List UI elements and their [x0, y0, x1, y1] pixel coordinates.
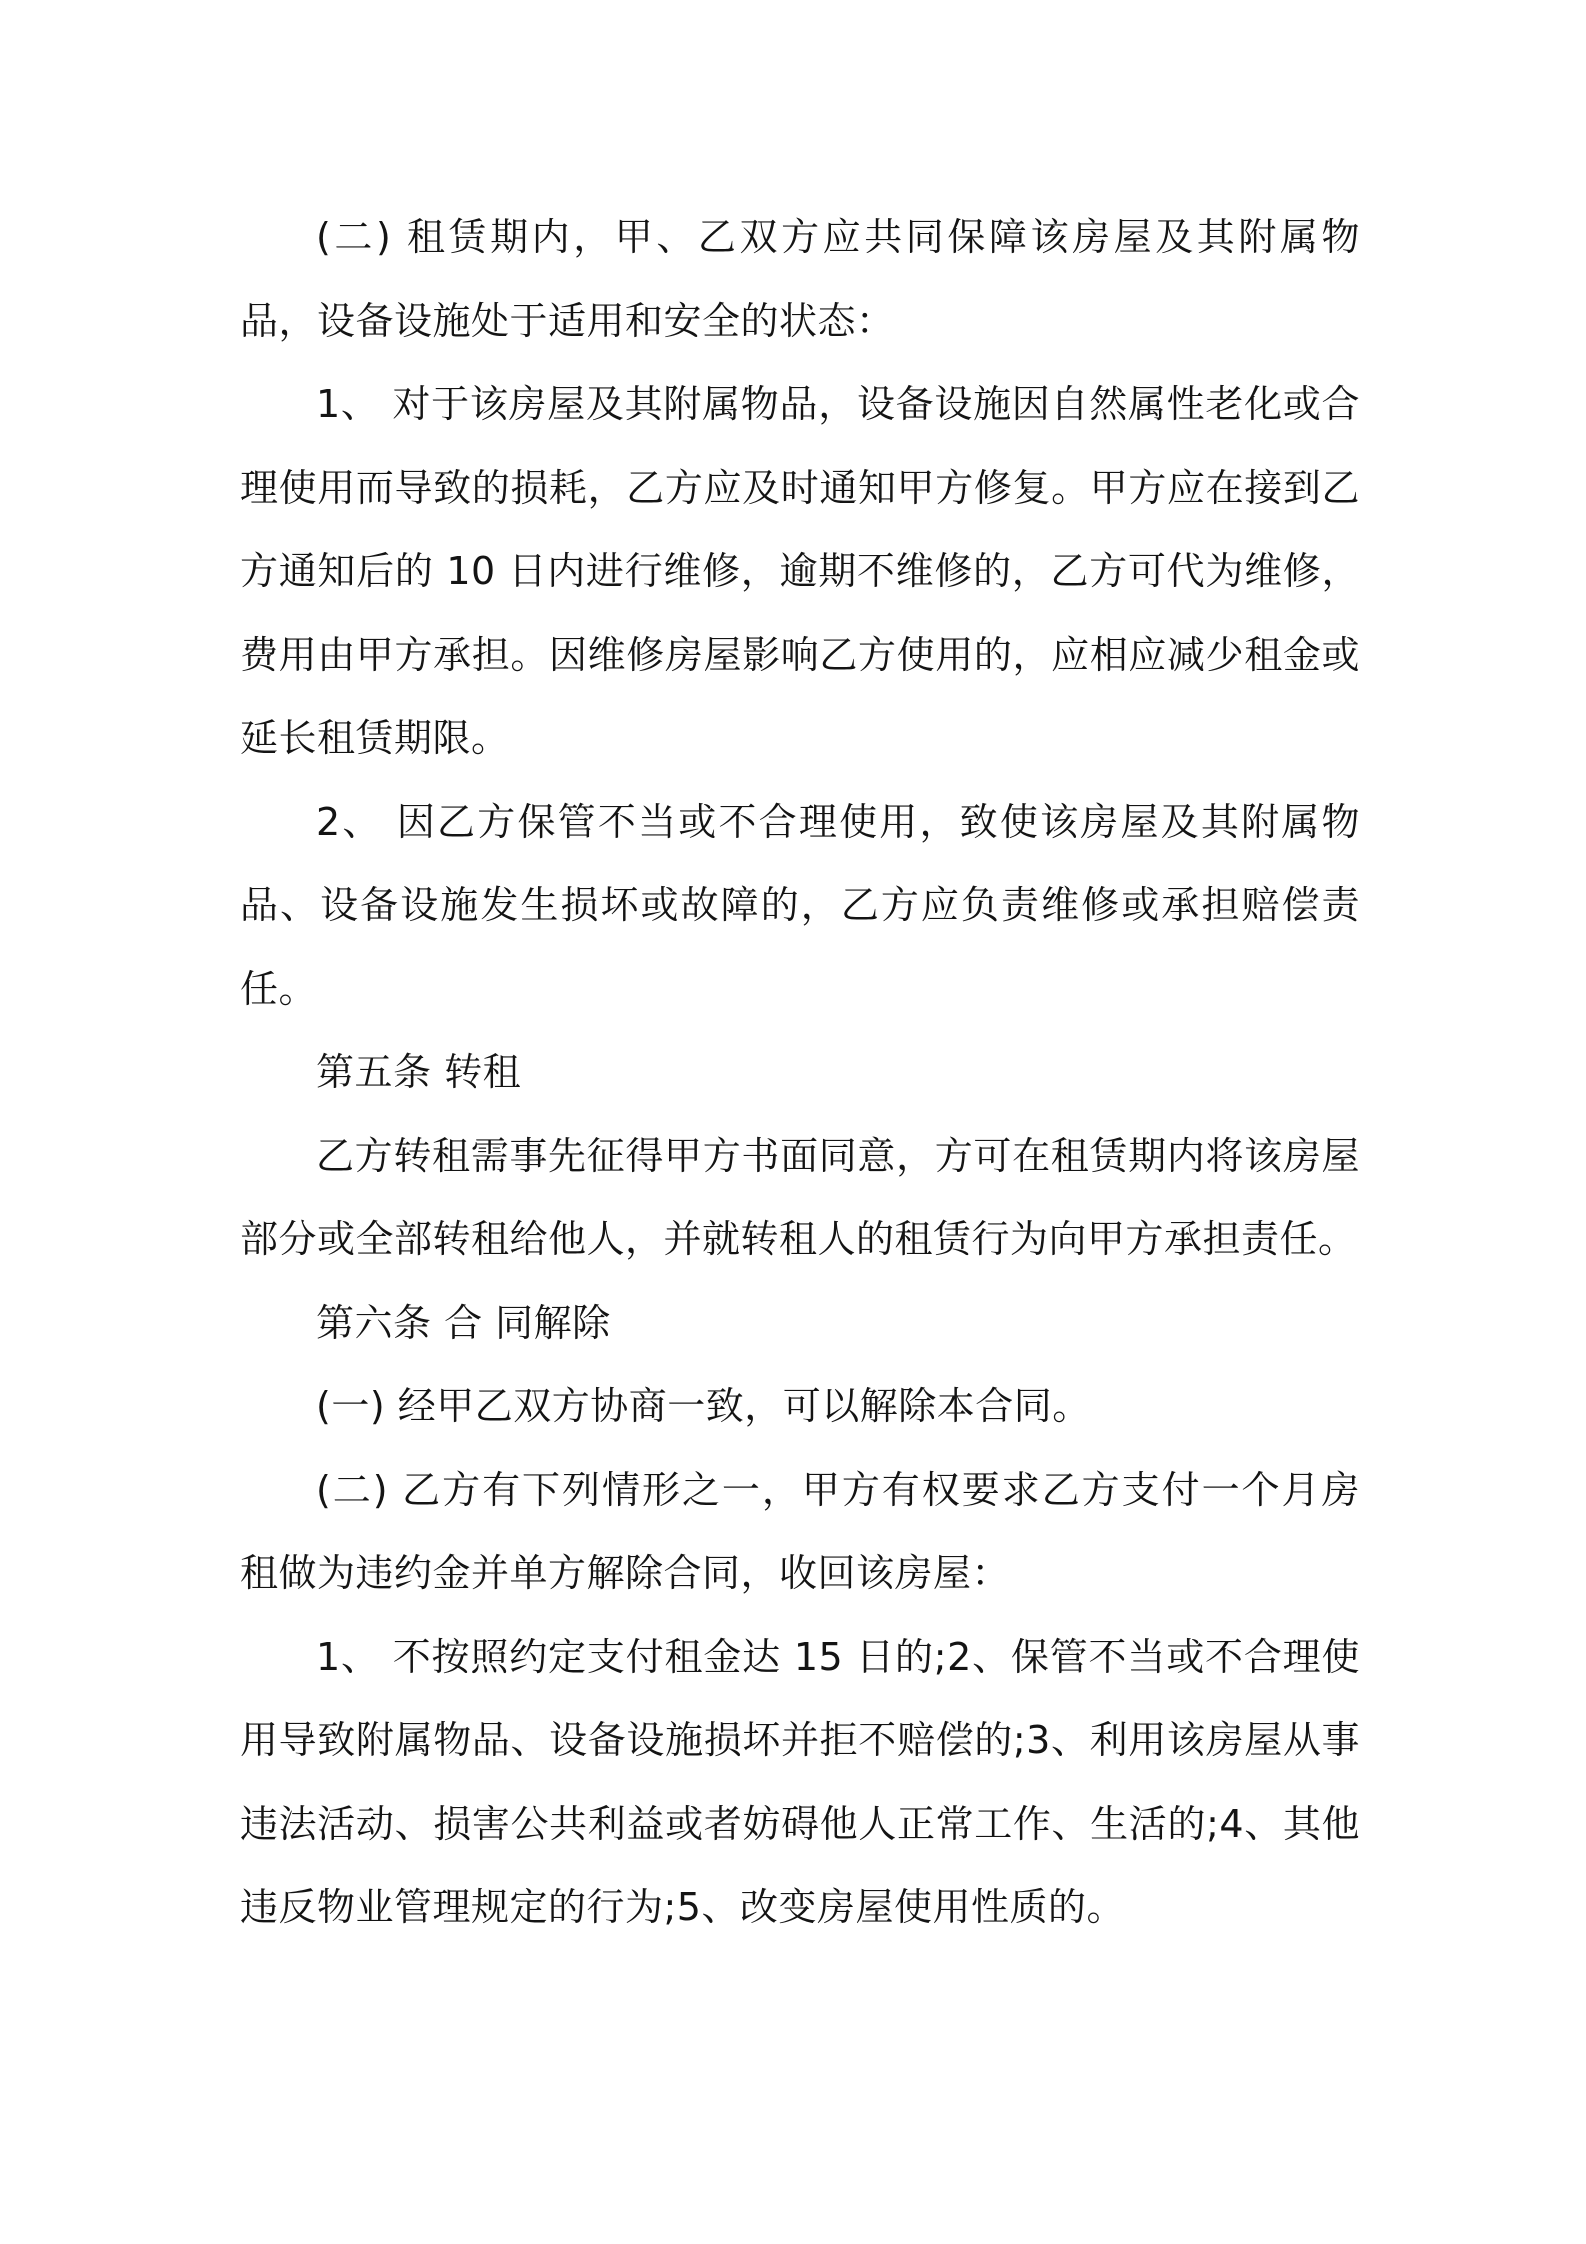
- section-heading-termination: 第六条 合 同解除: [316, 1300, 611, 1345]
- paragraph-termination-conditions: 1、 不按照约定支付租金达 15 日的;2、保管不当或不合理使用导致附属物品、设备设施损坏并拒不赔偿的;3、利用该房屋从事违法活动、损害公共利益或者妨碍他人正常工作、生活的;4、其他违反物业管理规定的行为;5、改变房屋使用性质的。: [240, 1634, 1360, 1929]
- paragraph-clause-2: 2、 因乙方保管不当或不合理使用，致使该房屋及其附属物品、设备设施发生损坏或故障的，乙方应负责维修或承担赔偿责任。: [240, 799, 1360, 1011]
- paragraph-lease-maintenance: (二) 租赁期内，甲、乙双方应共同保障该房屋及其附属物品，设备设施处于适用和安全的状态：: [240, 215, 1360, 343]
- section-heading-sublease: 第五条 转租: [316, 1050, 522, 1094]
- document-body: [240, 196, 1360, 1950]
- paragraph-termination-1: (一) 经甲乙双方协商一致，可以解除本合同。: [316, 1384, 1091, 1428]
- paragraph-clause-1: 1、 对于该房屋及其附属物品，设备设施因自然属性老化或合理使用而导致的损耗，乙方应及时通知甲方修复。甲方应在接到乙方通知后的 10 日内进行维修，逾期不维修的，乙方可代为维修，费用由甲方承担。因维修房屋影响乙方使用的，应相应减少租金或延长租赁期限。: [240, 382, 1360, 760]
- paragraph-sublease: 乙方转租需事先征得甲方书面同意，方可在租赁期内将该房屋部分或全部转租给他人，并就转租人的租赁行为向甲方承担责任。: [240, 1133, 1360, 1261]
- paragraph-termination-2: (二) 乙方有下列情形之一，甲方有权要求乙方支付一个月房租做为违约金并单方解除合同，收回该房屋：: [240, 1467, 1360, 1595]
